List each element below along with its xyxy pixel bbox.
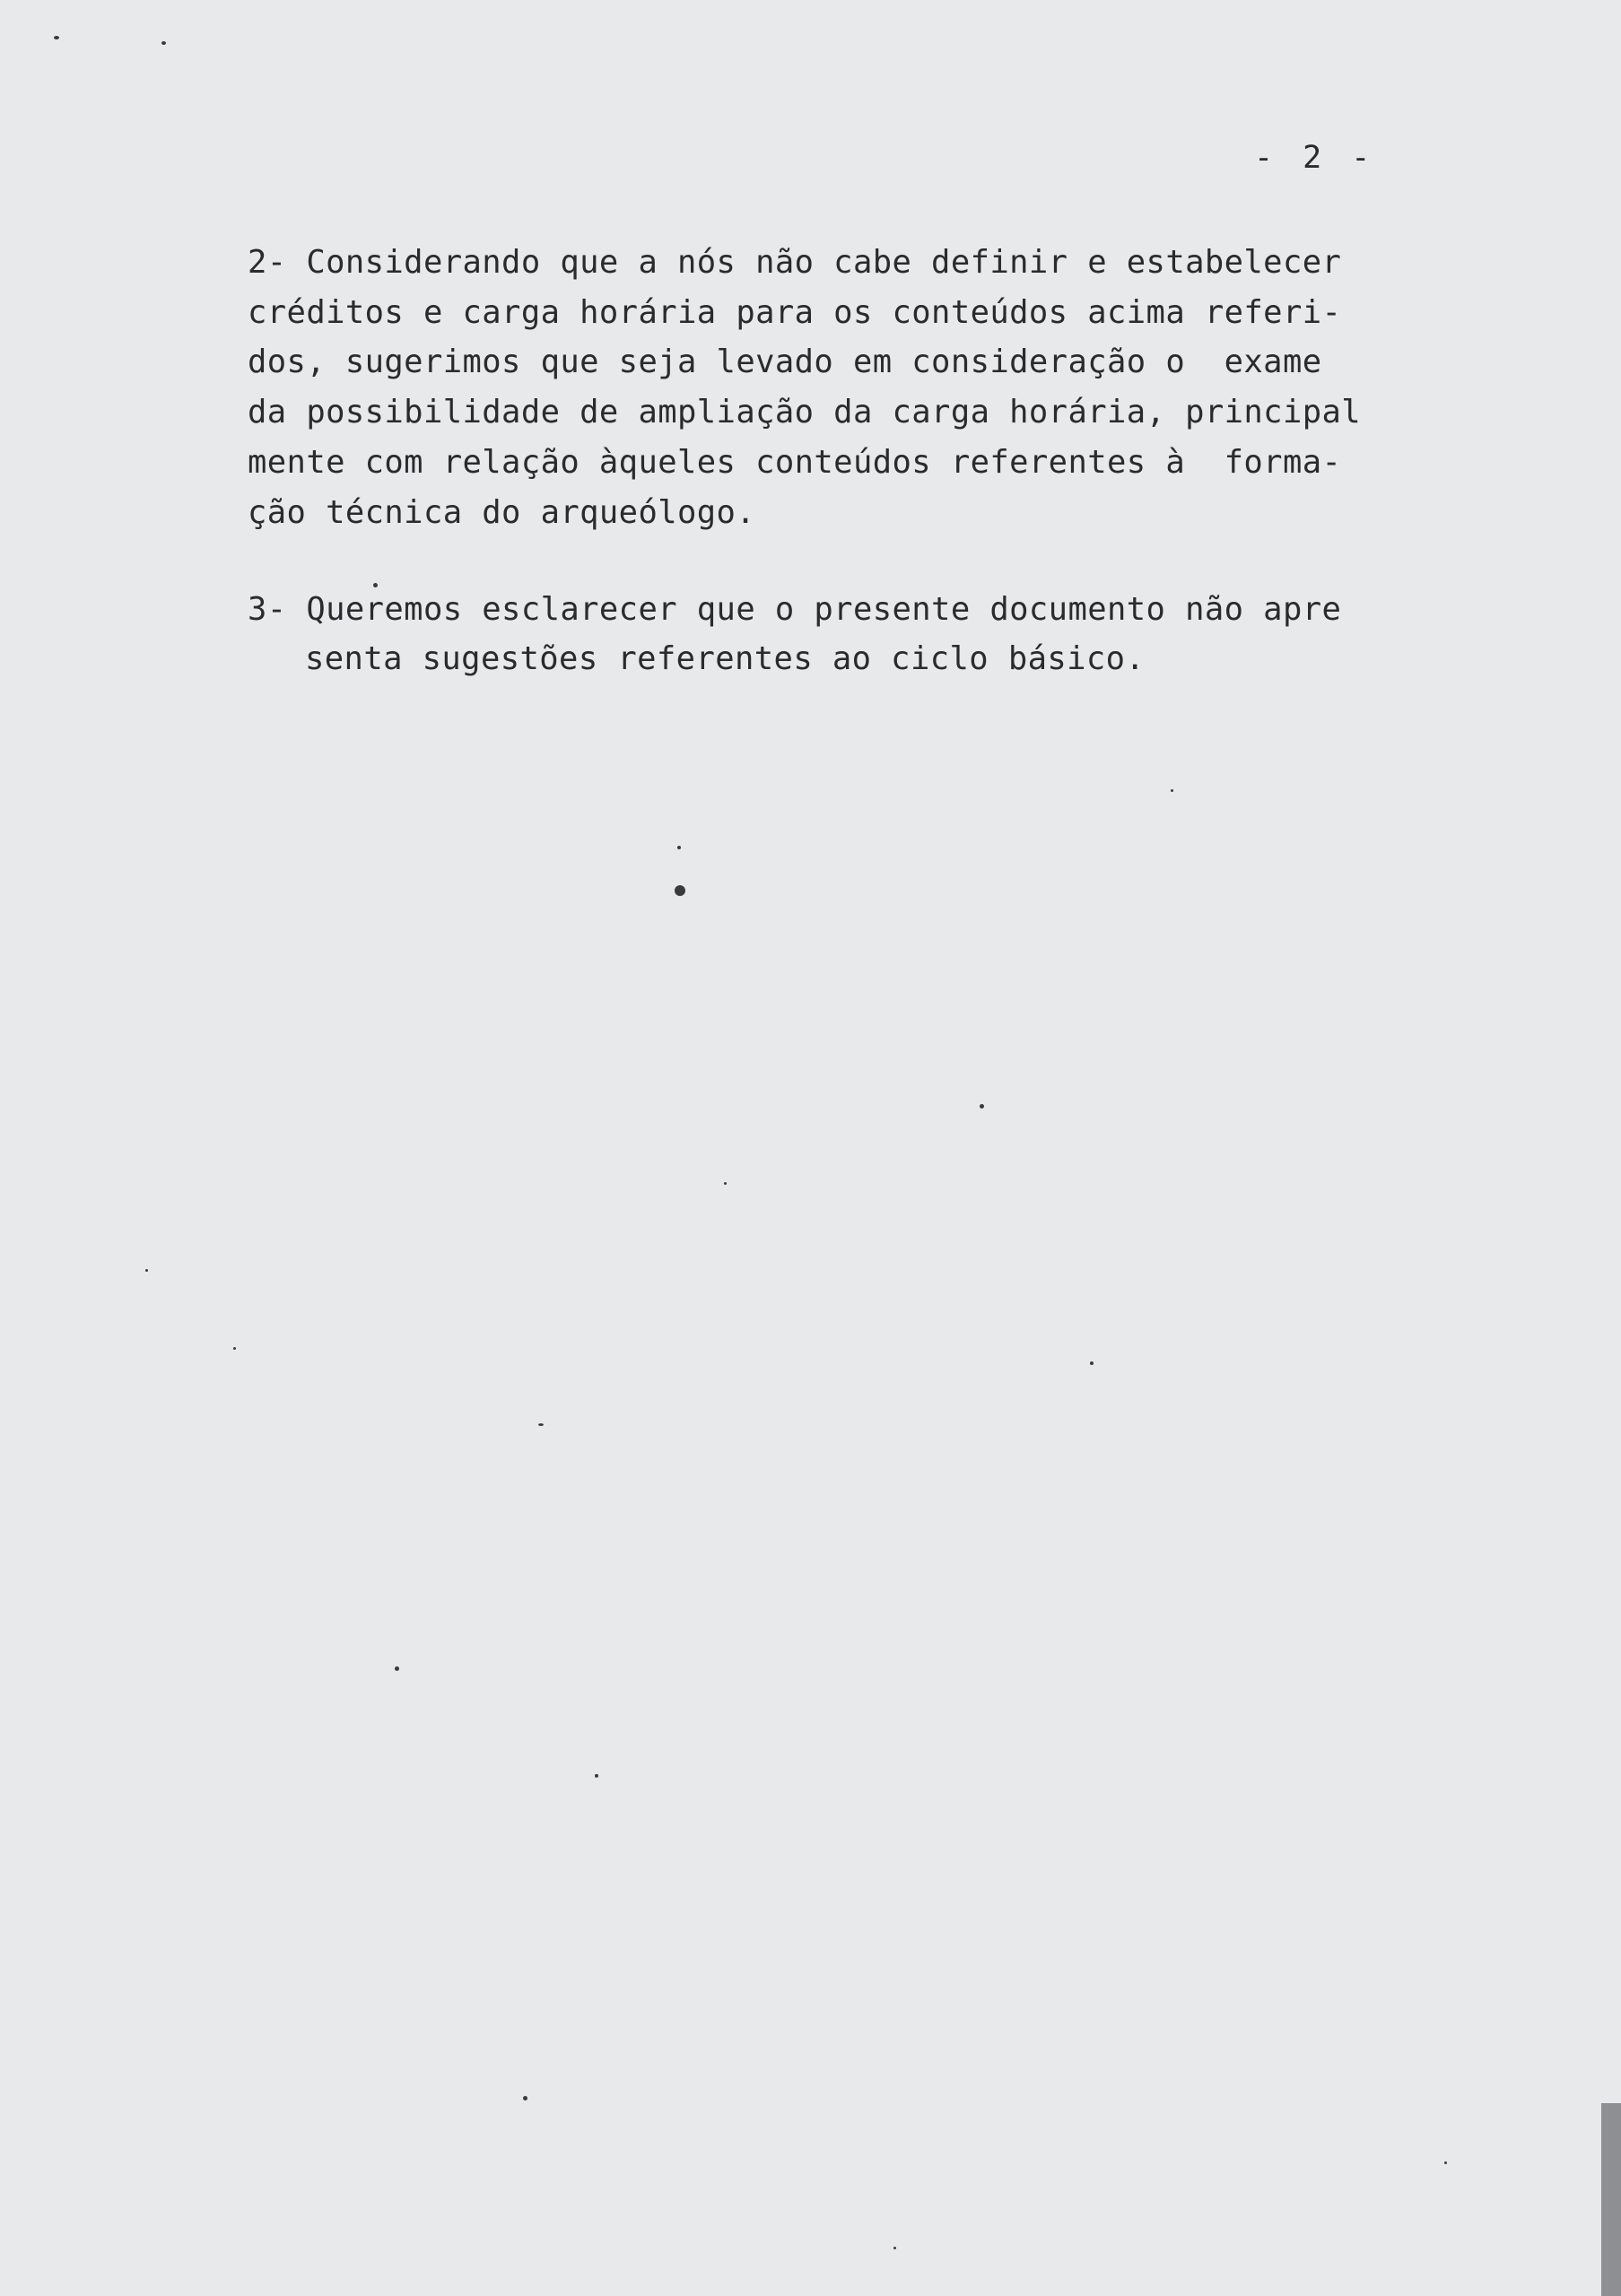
page-number: - 2 -	[1254, 140, 1376, 176]
ink-speck	[1444, 2161, 1447, 2164]
ink-speck	[893, 2247, 896, 2249]
ink-speck	[373, 583, 378, 587]
ink-speck	[724, 1182, 727, 1185]
paragraph-line: 2- Considerando que a nós não cabe definir e estabelecer	[248, 244, 1342, 281]
ink-speck	[677, 846, 681, 849]
ink-speck	[54, 36, 59, 39]
paragraph-line: mente com relação àqueles conteúdos referentes à forma-	[248, 444, 1342, 481]
ink-speck	[538, 1423, 544, 1426]
scan-edge	[1601, 2103, 1621, 2296]
paragraph-line: dos, sugerimos que seja levado em consideração o exame	[248, 344, 1322, 380]
paragraph-line: da possibilidade de ampliação da carga horária, principal	[248, 394, 1362, 430]
paragraph-line: 3- Queremos esclarecer que o presente documento não apre	[248, 591, 1342, 628]
ink-speck	[395, 1666, 399, 1671]
ink-speck	[1171, 789, 1173, 792]
ink-speck	[233, 1347, 236, 1350]
ink-speck	[1090, 1361, 1094, 1365]
ink-speck	[980, 1104, 984, 1109]
ink-speck	[675, 885, 685, 896]
paragraph-line: senta sugestões referentes ao ciclo básico.	[305, 640, 1146, 677]
ink-speck	[145, 1269, 148, 1272]
ink-speck	[595, 1774, 598, 1778]
paragraph-line: ção técnica do arqueólogo.	[248, 494, 756, 531]
ink-speck	[161, 41, 166, 45]
paragraph-line: créditos e carga horária para os conteúdos acima referi-	[248, 294, 1342, 331]
ink-speck	[523, 2096, 527, 2100]
